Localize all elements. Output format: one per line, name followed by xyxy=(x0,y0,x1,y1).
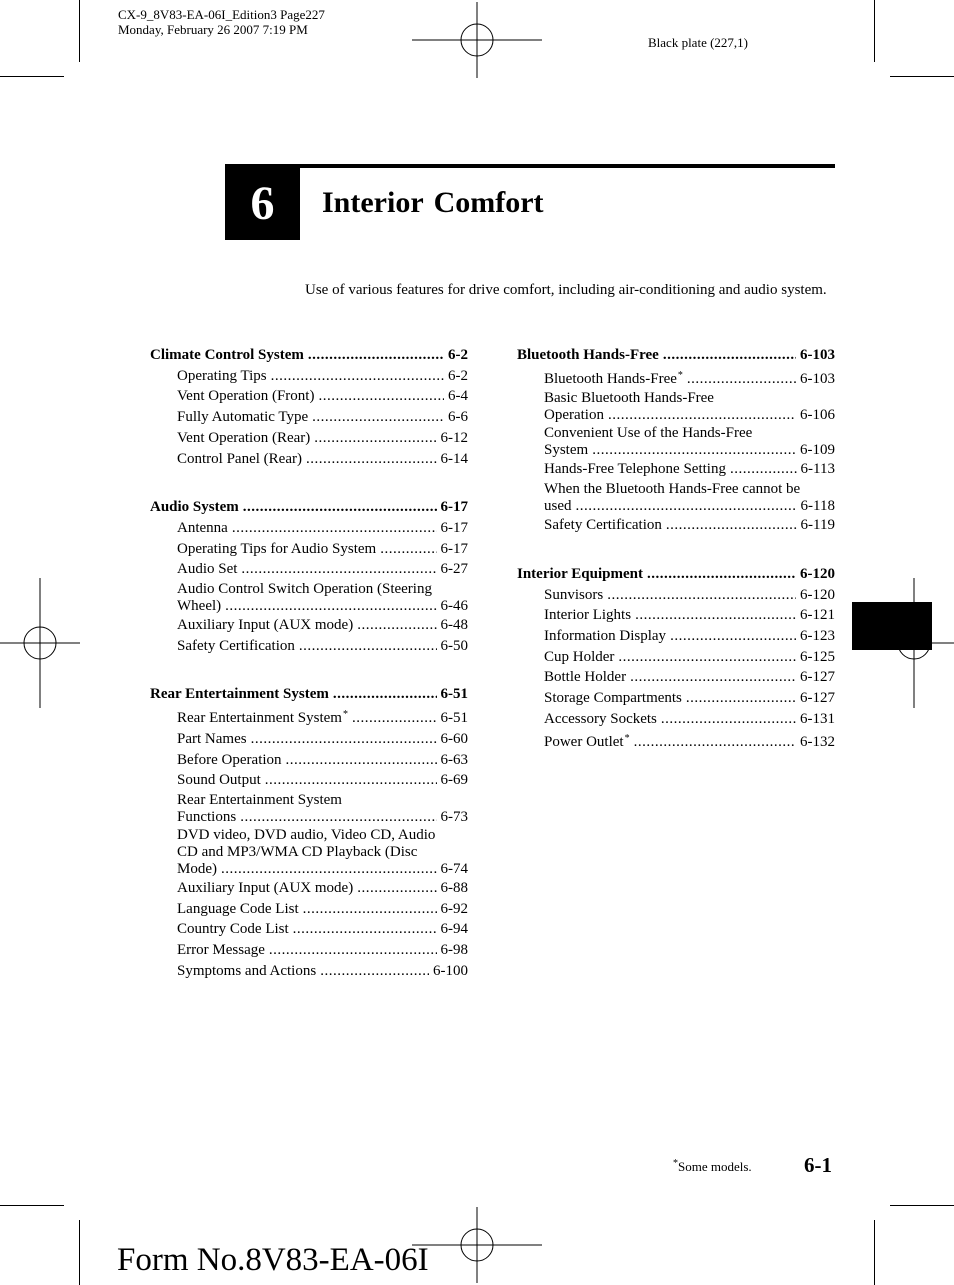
plate-label: Black plate (227,1) xyxy=(648,35,748,50)
chapter-number: 6 xyxy=(225,167,300,240)
toc-entry[interactable]: Bluetooth Hands-Free* ..... 6-103 xyxy=(517,366,835,390)
toc-entry[interactable]: Symptoms and Actions ..... 6-100 xyxy=(150,961,468,982)
toc-entry[interactable]: Storage Compartments ..... 6-127 xyxy=(517,688,835,709)
asterisk-icon: * xyxy=(624,733,630,745)
toc-entry[interactable]: Operating Tips for Audio System ..... 6-17 xyxy=(150,539,468,560)
toc-entry[interactable]: Antenna ..... 6-17 xyxy=(150,518,468,539)
toc-entry[interactable]: Safety Certification ..... 6-50 xyxy=(150,636,468,657)
toc-entry[interactable]: Part Names ..... 6-60 xyxy=(150,729,468,750)
toc-right-column xyxy=(517,345,835,781)
print-job-line: CX-9_8V83-EA-06I_Edition3 Page227 xyxy=(118,7,325,22)
toc-entry[interactable]: Hands-Free Telephone Setting ..... 6-113 xyxy=(517,459,835,480)
asterisk-icon: * xyxy=(673,1158,678,1169)
toc-section-rear-entertainment xyxy=(150,684,468,981)
toc-entry[interactable]: Cup Holder ..... 6-125 xyxy=(517,647,835,668)
toc-section-heading[interactable]: Interior Equipment ..... 6-120 xyxy=(517,564,835,585)
crop-mark xyxy=(0,76,64,77)
toc-entry[interactable]: Rear Entertainment System* ..... 6-51 xyxy=(150,705,468,729)
toc-entry[interactable]: Sound Output ..... 6-69 xyxy=(150,770,468,791)
toc-entry[interactable]: Sunvisors ..... 6-120 xyxy=(517,585,835,606)
form-number: Form No.8V83-EA-06I xyxy=(117,1242,429,1278)
toc-entry[interactable]: Vent Operation (Rear) ..... 6-12 xyxy=(150,428,468,449)
toc-entry[interactable]: Basic Bluetooth Hands-Free Operation ..... 6-106 xyxy=(517,390,835,424)
toc-entry[interactable]: Language Code List ..... 6-92 xyxy=(150,899,468,920)
toc-entry[interactable]: Fully Automatic Type ..... 6-6 xyxy=(150,407,468,428)
toc-entry[interactable]: Bottle Holder ..... 6-127 xyxy=(517,667,835,688)
toc-entry[interactable]: Error Message ..... 6-98 xyxy=(150,940,468,961)
chapter-intro: Use of various features for drive comfort, including air-conditioning and audio system. xyxy=(305,282,827,298)
toc-entry[interactable]: Control Panel (Rear) ..... 6-14 xyxy=(150,449,468,470)
toc-entry[interactable]: Auxiliary Input (AUX mode) ..... 6-48 xyxy=(150,615,468,636)
toc-left-column xyxy=(150,345,468,1009)
crop-mark xyxy=(874,1220,875,1285)
toc-entry[interactable]: When the Bluetooth Hands-Free cannot be used ..... 6-118 xyxy=(517,481,835,515)
asterisk-icon: * xyxy=(677,369,683,381)
print-date-line: Monday, February 26 2007 7:19 PM xyxy=(118,22,308,37)
toc-entry[interactable]: Country Code List ..... 6-94 xyxy=(150,919,468,940)
registration-mark-icon xyxy=(412,1207,542,1283)
chapter-rule xyxy=(225,164,835,168)
toc-entry[interactable]: Before Operation ..... 6-63 xyxy=(150,750,468,771)
chapter-tab-marker xyxy=(852,602,932,650)
toc-section-heading[interactable]: Audio System ..... 6-17 xyxy=(150,497,468,518)
toc-section-heading[interactable]: Rear Entertainment System ..... 6-51 xyxy=(150,684,468,705)
toc-entry[interactable]: Power Outlet* ..... 6-132 xyxy=(517,729,835,753)
crop-mark xyxy=(79,1220,80,1285)
toc-entry[interactable]: Accessory Sockets ..... 6-131 xyxy=(517,709,835,730)
crop-mark xyxy=(890,76,954,77)
crop-mark xyxy=(874,0,875,62)
toc-entry[interactable]: Rear Entertainment System Functions ..... 6-73 xyxy=(150,792,468,826)
toc-entry[interactable]: DVD video, DVD audio, Video CD, Audio CD and MP3/WMA CD Playback (Disc Mode) ..... 6-74 xyxy=(150,827,468,878)
toc-section-climate xyxy=(150,345,468,469)
toc-entry[interactable]: Vent Operation (Front) ..... 6-4 xyxy=(150,386,468,407)
toc-section-audio xyxy=(150,497,468,656)
crop-mark xyxy=(0,1205,64,1206)
toc-entry[interactable]: Audio Control Switch Operation (Steering Wheel) ..... 6-46 xyxy=(150,581,468,615)
toc-section-interior-equipment xyxy=(517,564,835,753)
toc-entry[interactable]: Information Display ..... 6-123 xyxy=(517,626,835,647)
page-number: 6-1 xyxy=(804,1153,832,1177)
toc-entry[interactable]: Convenient Use of the Hands-Free System ..... 6-109 xyxy=(517,425,835,459)
toc-section-heading[interactable]: Bluetooth Hands-Free ..... 6-103 xyxy=(517,345,835,366)
registration-mark-icon xyxy=(412,2,542,78)
toc-entry[interactable]: Audio Set ..... 6-27 xyxy=(150,559,468,580)
toc-section-bluetooth xyxy=(517,345,835,536)
asterisk-icon: * xyxy=(342,709,348,721)
toc-entry[interactable]: Interior Lights ..... 6-121 xyxy=(517,605,835,626)
registration-mark-icon xyxy=(0,578,80,708)
crop-mark xyxy=(79,0,80,62)
footnote: *Some models. xyxy=(673,1158,752,1174)
toc-entry[interactable]: Operating Tips ..... 6-2 xyxy=(150,366,468,387)
chapter-title: Interior Comfort xyxy=(322,186,544,219)
crop-mark xyxy=(890,1205,954,1206)
toc-entry[interactable]: Auxiliary Input (AUX mode) ..... 6-88 xyxy=(150,878,468,899)
toc-section-heading[interactable]: Climate Control System ..... 6-2 xyxy=(150,345,468,366)
toc-entry[interactable]: Safety Certification ..... 6-119 xyxy=(517,515,835,536)
